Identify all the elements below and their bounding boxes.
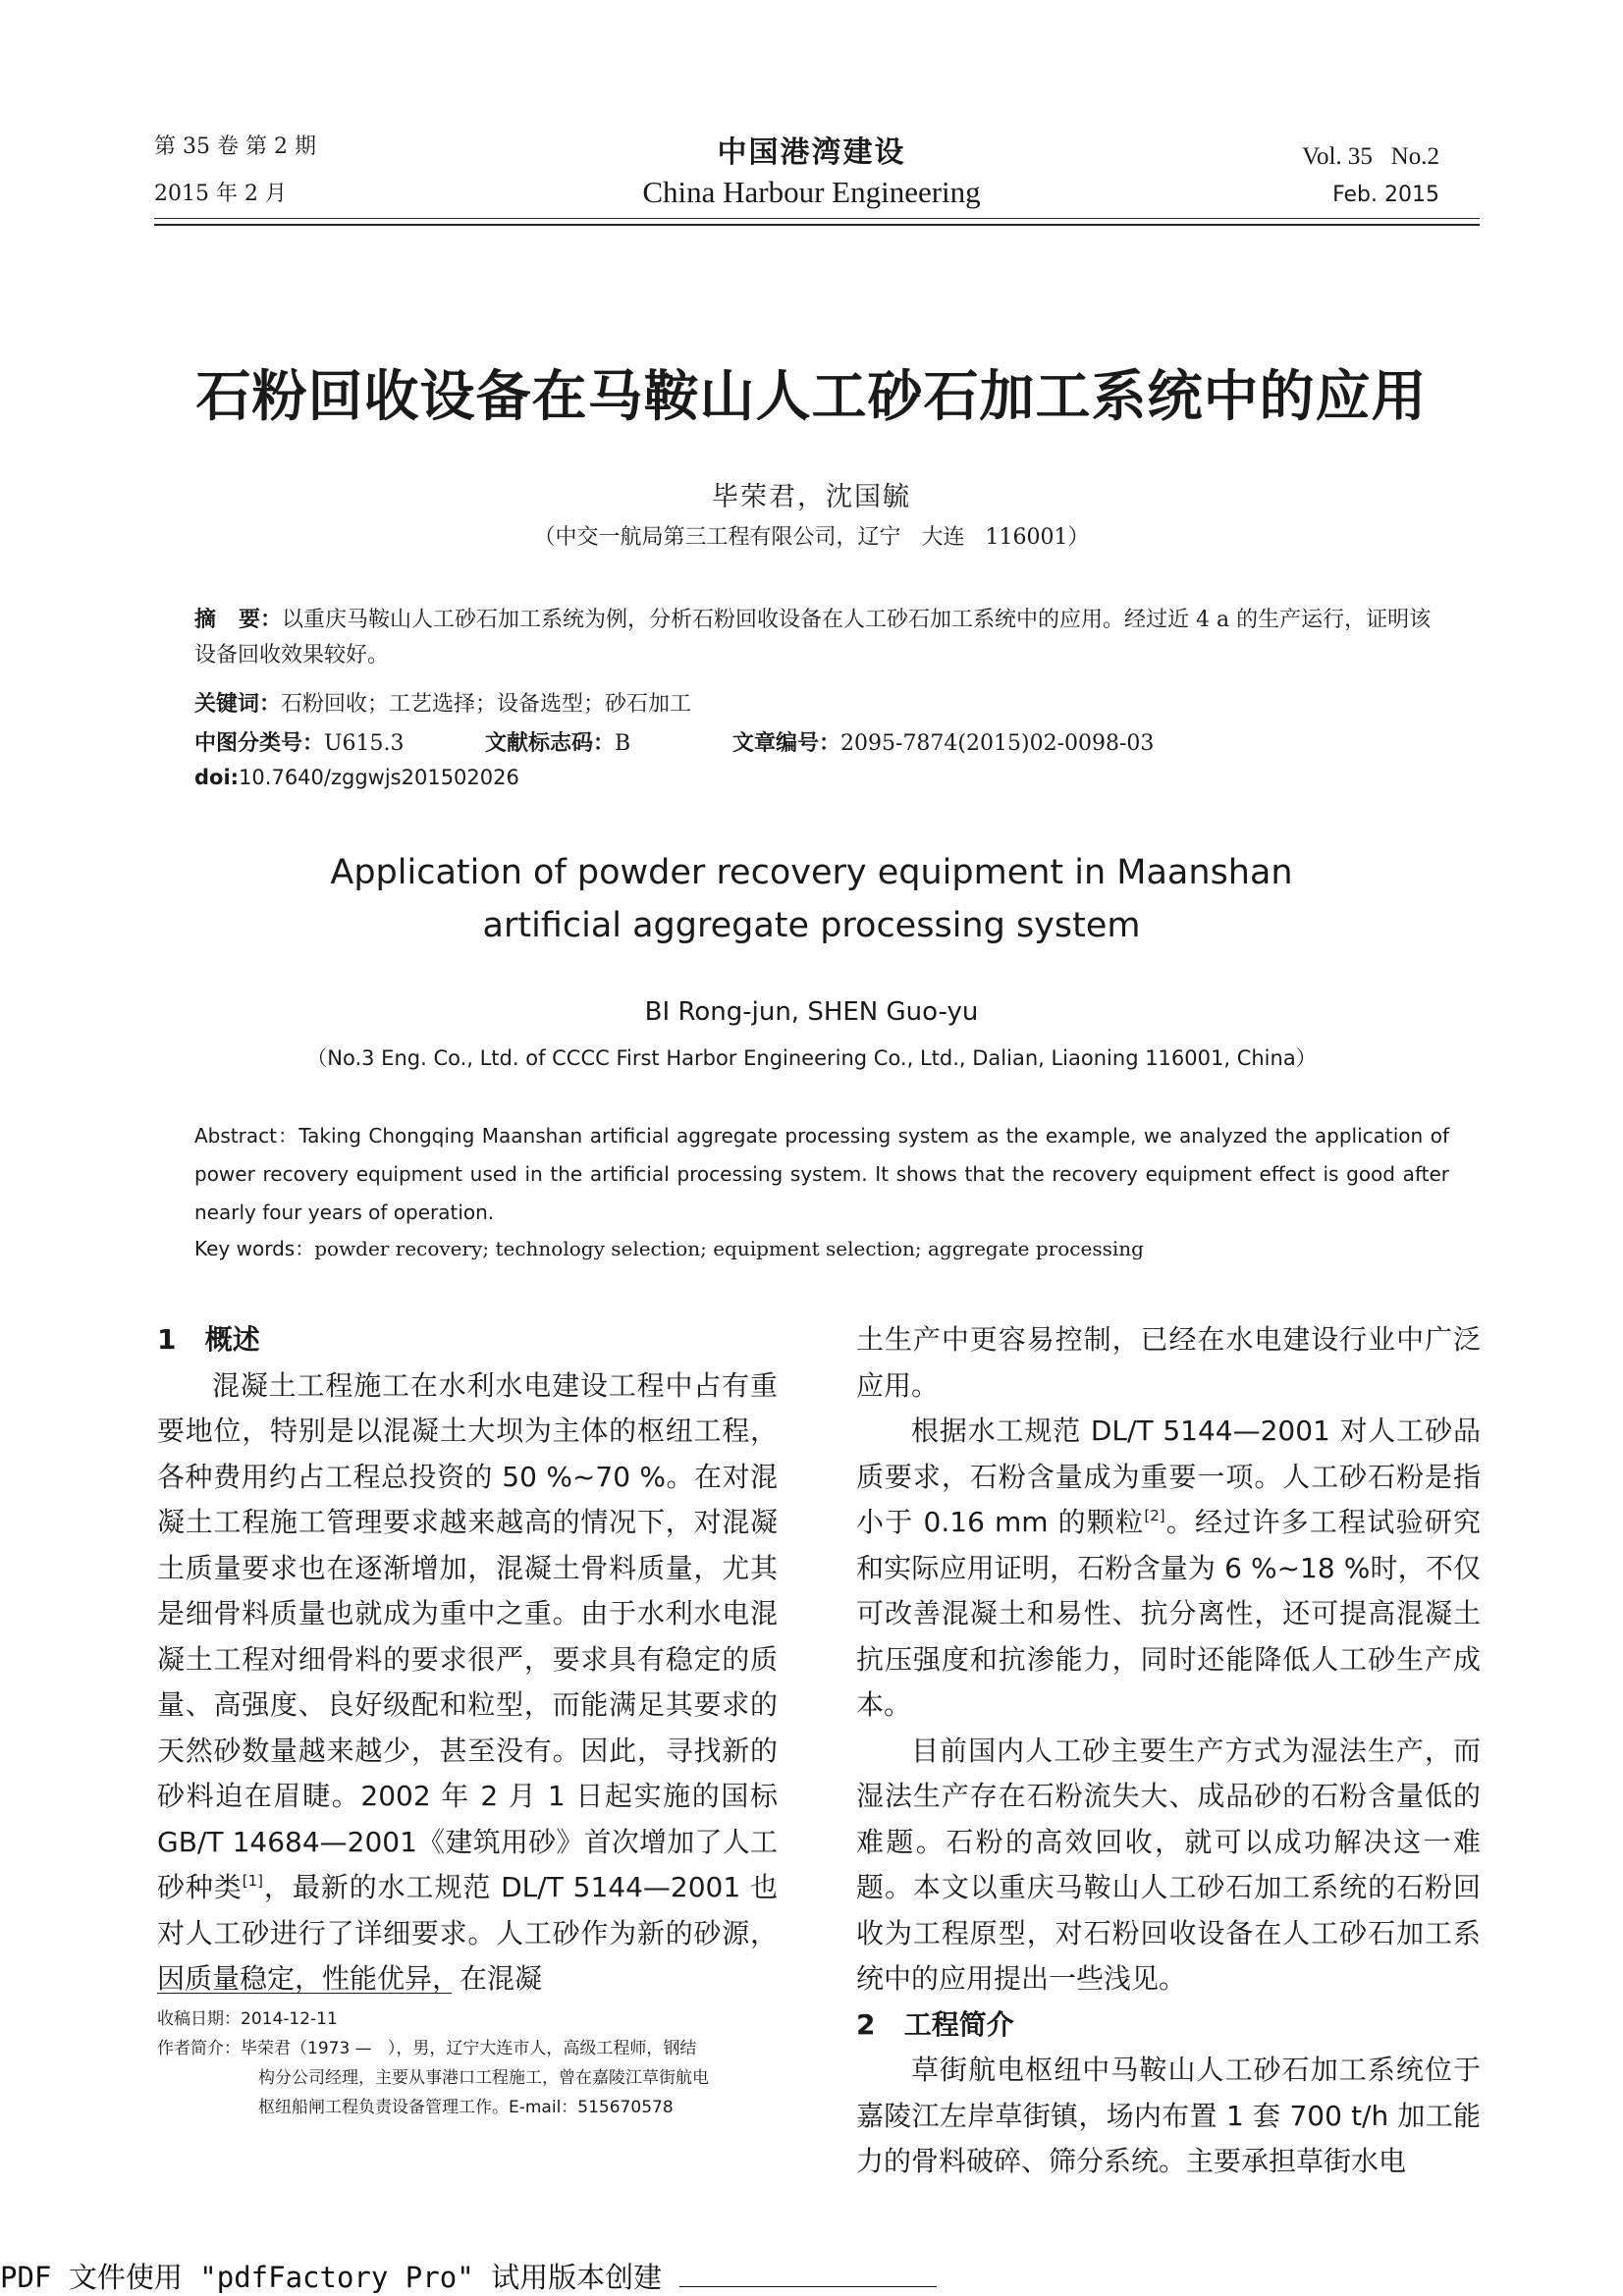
paper-title-en — [0, 846, 1623, 952]
footnote — [157, 2004, 785, 2122]
citation-2: [2] — [1144, 1507, 1165, 1524]
keywords-cn — [194, 687, 691, 718]
paragraph-1 — [157, 1363, 778, 2002]
abstract-en-text: Taking Chongqing Maanshan artificial aggregate processing system as the example, we analyzed the application of power recovery equipment used in the artificial processing system. It shows that the recovery equipment effect is good after nearly four years of operation. — [194, 1124, 1449, 1224]
author-intro: 作者简介：毕荣君（1973 — ），男，辽宁大连市人，高级工程师，钢结 — [157, 2039, 697, 2058]
header-rule-thick — [154, 224, 1480, 226]
doi-value: 10.7640/zggwjs201502026 — [239, 766, 519, 789]
affiliation-cn: （中交一航局第三工程有限公司，辽宁 大连 116001） — [533, 525, 1090, 550]
document-code — [485, 726, 630, 757]
article-number-label: 文章编号： — [732, 731, 841, 756]
paper-title-cn: 石粉回收设备在马鞍山人工砂石加工系统中的应用 — [195, 364, 1428, 429]
paragraph-3: 目前国内人工砂主要生产方式为湿法生产，而湿法生产存在石粉流失大、成品砂的石粉含量低的难题。石粉的高效回收，就可以成功解决这一难题。本文以重庆马鞍山人工砂石加工系统的石粉回收为工程原型，对石粉回收设备在人工砂石加工系统中的应用提出一些浅见。 — [856, 1734, 1481, 1995]
paragraph-2 — [856, 1409, 1481, 1729]
paragraph-1-part-b: ，最新的水工规范 DL/T 5144—2001 也对人工砂进行了详细要求。人工砂作为新的砂源，因质量稳定，性能优异，在混凝 — [157, 1871, 778, 1995]
clc-number — [194, 726, 405, 757]
keywords-cn-text: 石粉回收；工艺选择；设备选型；砂石加工 — [281, 692, 692, 717]
clc-value: U615.3 — [324, 731, 405, 756]
watermark-underline — [679, 2265, 937, 2287]
doi — [194, 766, 519, 789]
abstract-cn-text: 以重庆马鞍山人工砂石加工系统为例，分析石粉回收设备在人工砂石加工系统中的应用。经过近 4 a 的生产运行，证明该设备回收效果较好。 — [194, 608, 1432, 667]
author-intro-line2: 构分公司经理，主要从事港口工程施工，曾在嘉陵江草街航电 — [258, 2068, 709, 2088]
watermark-text: PDF 文件使用 "pdfFactory Pro" 试用版本创建 — [0, 2261, 679, 2294]
section-2-heading: 2 工程简介 — [856, 2007, 1014, 2041]
affiliation-en: （No.3 Eng. Co., Ltd. of CCCC First Harbor Engineering Co., Ltd., Dalian, Liaoning 116001, China） — [306, 1046, 1317, 1070]
abstract-cn-label: 摘 要： — [194, 608, 282, 632]
paper-title-en-line1: Application of powder recovery equipment in Maanshan — [330, 853, 1293, 892]
authors-en: BI Rong-jun, SHEN Guo-yu — [644, 997, 979, 1027]
clc-label: 中图分类号： — [194, 731, 325, 756]
date-cn: 2015 年 2 月 — [154, 182, 287, 206]
date-en: Feb. 2015 — [1332, 183, 1439, 207]
pdffactory-watermark — [0, 2256, 937, 2296]
abstract-en-label: Abstract： — [194, 1124, 299, 1148]
received-date: 收稿日期：2014-12-11 — [157, 2009, 338, 2029]
volume-issue-en: Vol. 35 No.2 — [1302, 143, 1439, 170]
journal-title-cn: 中国港湾建设 — [717, 135, 906, 170]
article-number-value: 2095-7874(2015)02-0098-03 — [840, 731, 1155, 756]
paper-title-en-line2: artificial aggregate processing system — [482, 906, 1141, 945]
keywords-en-text: powder recovery; technology selection; equipment selection; aggregate processing — [314, 1237, 1144, 1260]
section-1-heading: 1 概述 — [157, 1323, 260, 1356]
keywords-en-label: Key words： — [194, 1237, 315, 1260]
doc-code-value: B — [615, 731, 631, 756]
article-number — [732, 726, 1154, 757]
paragraph-2-part-b: 。经过许多工程试验研究和实际应用证明，石粉含量为 6 %~18 %时，不仅可改善混凝土和易性、抗分离性，还可提高混凝土抗压强度和抗渗能力，同时还能降低人工砂生产成本。 — [856, 1506, 1481, 1721]
paragraph-1-continued: 土生产中更容易控制，已经在水电建设行业中广泛应用。 — [856, 1323, 1481, 1402]
paragraph-4: 草街航电枢纽中马鞍山人工砂石加工系统位于嘉陵江左岸草街镇，场内布置 1 套 700 t/h 加工能力的骨料破碎、筛分系统。主要承担草街水电 — [856, 2054, 1481, 2177]
keywords-cn-label: 关键词： — [194, 692, 282, 717]
header-rule-thin — [154, 218, 1480, 219]
authors-cn: 毕荣君，沈国毓 — [712, 482, 911, 512]
paragraph-1-part-a: 混凝土工程施工在水利水电建设工程中占有重要地位，特别是以混凝土大坝为主体的枢纽工程，各种费用约占工程总投资的 50 %~70 %。在对混凝土工程施工管理要求越来越高的情况下，对混凝土质量要求也在逐渐增加，混凝土骨料质量，尤其是细骨料质量也就成为重中之重。由于水利水电混凝土工程对细骨料的要求很严，要求具有稳定的质量、高强度、良好级配和粒型，而能满足其要求的天然砂数量越来越少，甚至没有。因此，寻找新的砂料迫在眉睫。2002 年 2 月 1 日起实施的国标 GB/T 14684—2001《建筑用砂》首次增加了人工砂种类 — [157, 1368, 778, 1903]
volume-issue-cn: 第 35 卷 第 2 期 — [154, 134, 316, 159]
author-intro-line3: 枢纽船闸工程负责设备管理工作。E-mail：515670578 — [258, 2098, 674, 2117]
doi-label: doi: — [194, 766, 240, 789]
citation-1: [1] — [242, 1872, 264, 1890]
footnote-rule — [157, 1993, 452, 1994]
keywords-en — [194, 1233, 1144, 1261]
doc-code-label: 文献标志码： — [485, 731, 616, 756]
journal-title-en: China Harbour Engineering — [642, 175, 981, 209]
paragraph-2-part-a: 根据水工规范 DL/T 5144—2001 对人工砂品质要求，石粉含量成为重要一项。人工砂石粉是指小于 0.16 mm 的颗粒 — [856, 1415, 1481, 1538]
body-column-right — [856, 1317, 1481, 2185]
abstract-en — [194, 1117, 1449, 1232]
body-column-left — [157, 1317, 778, 2002]
abstract-cn — [194, 603, 1451, 673]
